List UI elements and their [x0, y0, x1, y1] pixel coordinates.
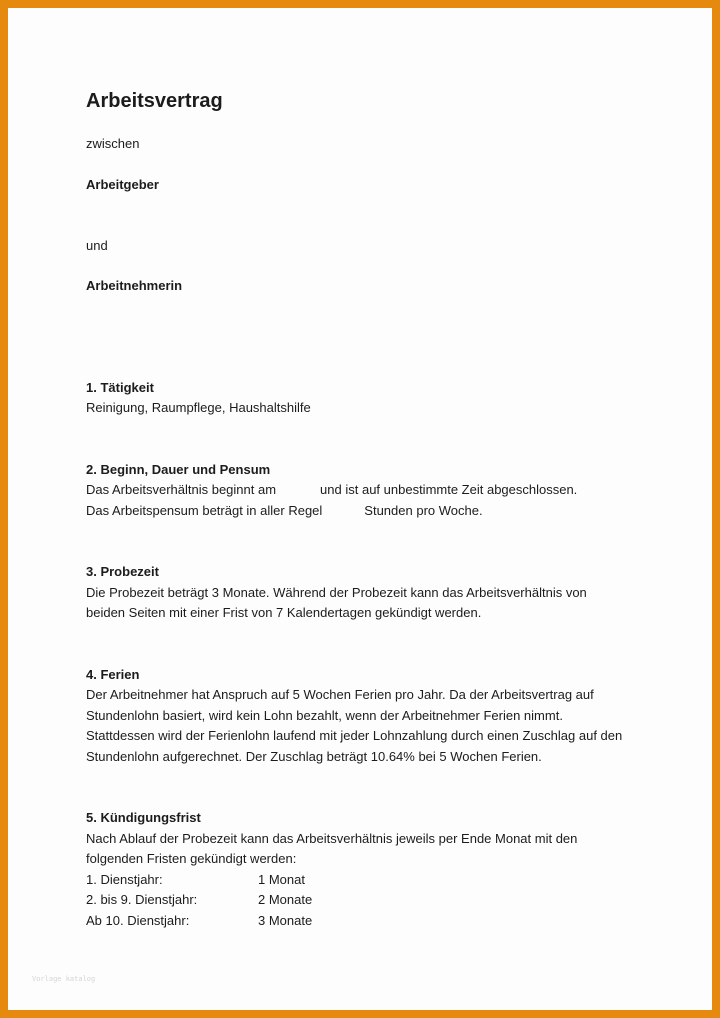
employer-label: Arbeitgeber — [86, 177, 159, 192]
notice-row — [86, 890, 666, 911]
employee-label: Arbeitnehmerin — [86, 278, 183, 293]
section-heading: 3. Probezeit — [86, 564, 159, 579]
notice-row-label: 1. Dienstjahr: — [86, 871, 163, 887]
document-title: Arbeitsvertrag — [86, 90, 223, 112]
workload-text: Das Arbeitspensum beträgt in aller Regel — [86, 502, 323, 518]
section-notice — [86, 808, 666, 931]
section-text: Reinigung, Raumpflege, Haushaltshilfe — [86, 400, 311, 415]
notice-row — [86, 911, 666, 932]
notice-row-value: 1 Monat — [258, 871, 305, 887]
start-date-text: Das Arbeitsverhältnis beginnt am — [86, 482, 277, 497]
section-probation — [86, 562, 666, 624]
section-text: folgenden Fristen gekündigt werden: — [86, 851, 297, 866]
between-text: zwischen — [86, 136, 140, 151]
section-text: Nach Ablauf der Probezeit kann das Arbeitsverhältnis jeweils per Ende Monat mit den — [86, 830, 578, 846]
section-start — [86, 460, 666, 522]
notice-row — [86, 870, 666, 891]
start-date-line — [86, 480, 666, 501]
section-text: beiden Seiten mit einer Frist von 7 Kalendertagen gekündigt werden. — [86, 605, 482, 620]
notice-row-value: 2 Monate — [258, 892, 313, 907]
document-page — [86, 88, 666, 931]
workload-line — [86, 501, 666, 522]
section-holidays — [86, 665, 666, 768]
duration-text: und ist auf unbestimmte Zeit abgeschlossen. — [320, 482, 578, 497]
section-heading: 1. Tätigkeit — [86, 379, 154, 395]
section-text: Der Arbeitnehmer hat Anspruch auf 5 Wochen Ferien pro Jahr. Da der Arbeitsvertrag auf — [86, 687, 594, 702]
watermark: Vorlage katalog — [32, 975, 96, 983]
hours-unit-text: Stunden pro Woche. — [364, 502, 483, 518]
section-text: Die Probezeit beträgt 3 Monate. Während der Probezeit kann das Arbeitsverhältnis von — [86, 584, 587, 600]
section-heading: 2. Beginn, Dauer und Pensum — [86, 461, 271, 477]
section-text: Stundenlohn basiert, wird kein Lohn bezahlt, wenn der Arbeitnehmer Ferien nimmt. — [86, 707, 563, 723]
and-text: und — [86, 237, 108, 253]
notice-row-label: 2. bis 9. Dienstjahr: — [86, 892, 198, 907]
section-text: Stattdessen wird der Ferienlohn laufend mit jeder Lohnzahlung durch einen Zuschlag auf den — [86, 728, 623, 743]
section-text: Stundenlohn aufgerechnet. Der Zuschlag beträgt 10.64% bei 5 Wochen Ferien. — [86, 748, 542, 764]
section-activity — [86, 378, 666, 419]
section-heading: 5. Kündigungsfrist — [86, 810, 201, 825]
notice-row-value: 3 Monate — [258, 912, 313, 928]
notice-row-label: Ab 10. Dienstjahr: — [86, 912, 190, 928]
section-heading: 4. Ferien — [86, 666, 140, 682]
